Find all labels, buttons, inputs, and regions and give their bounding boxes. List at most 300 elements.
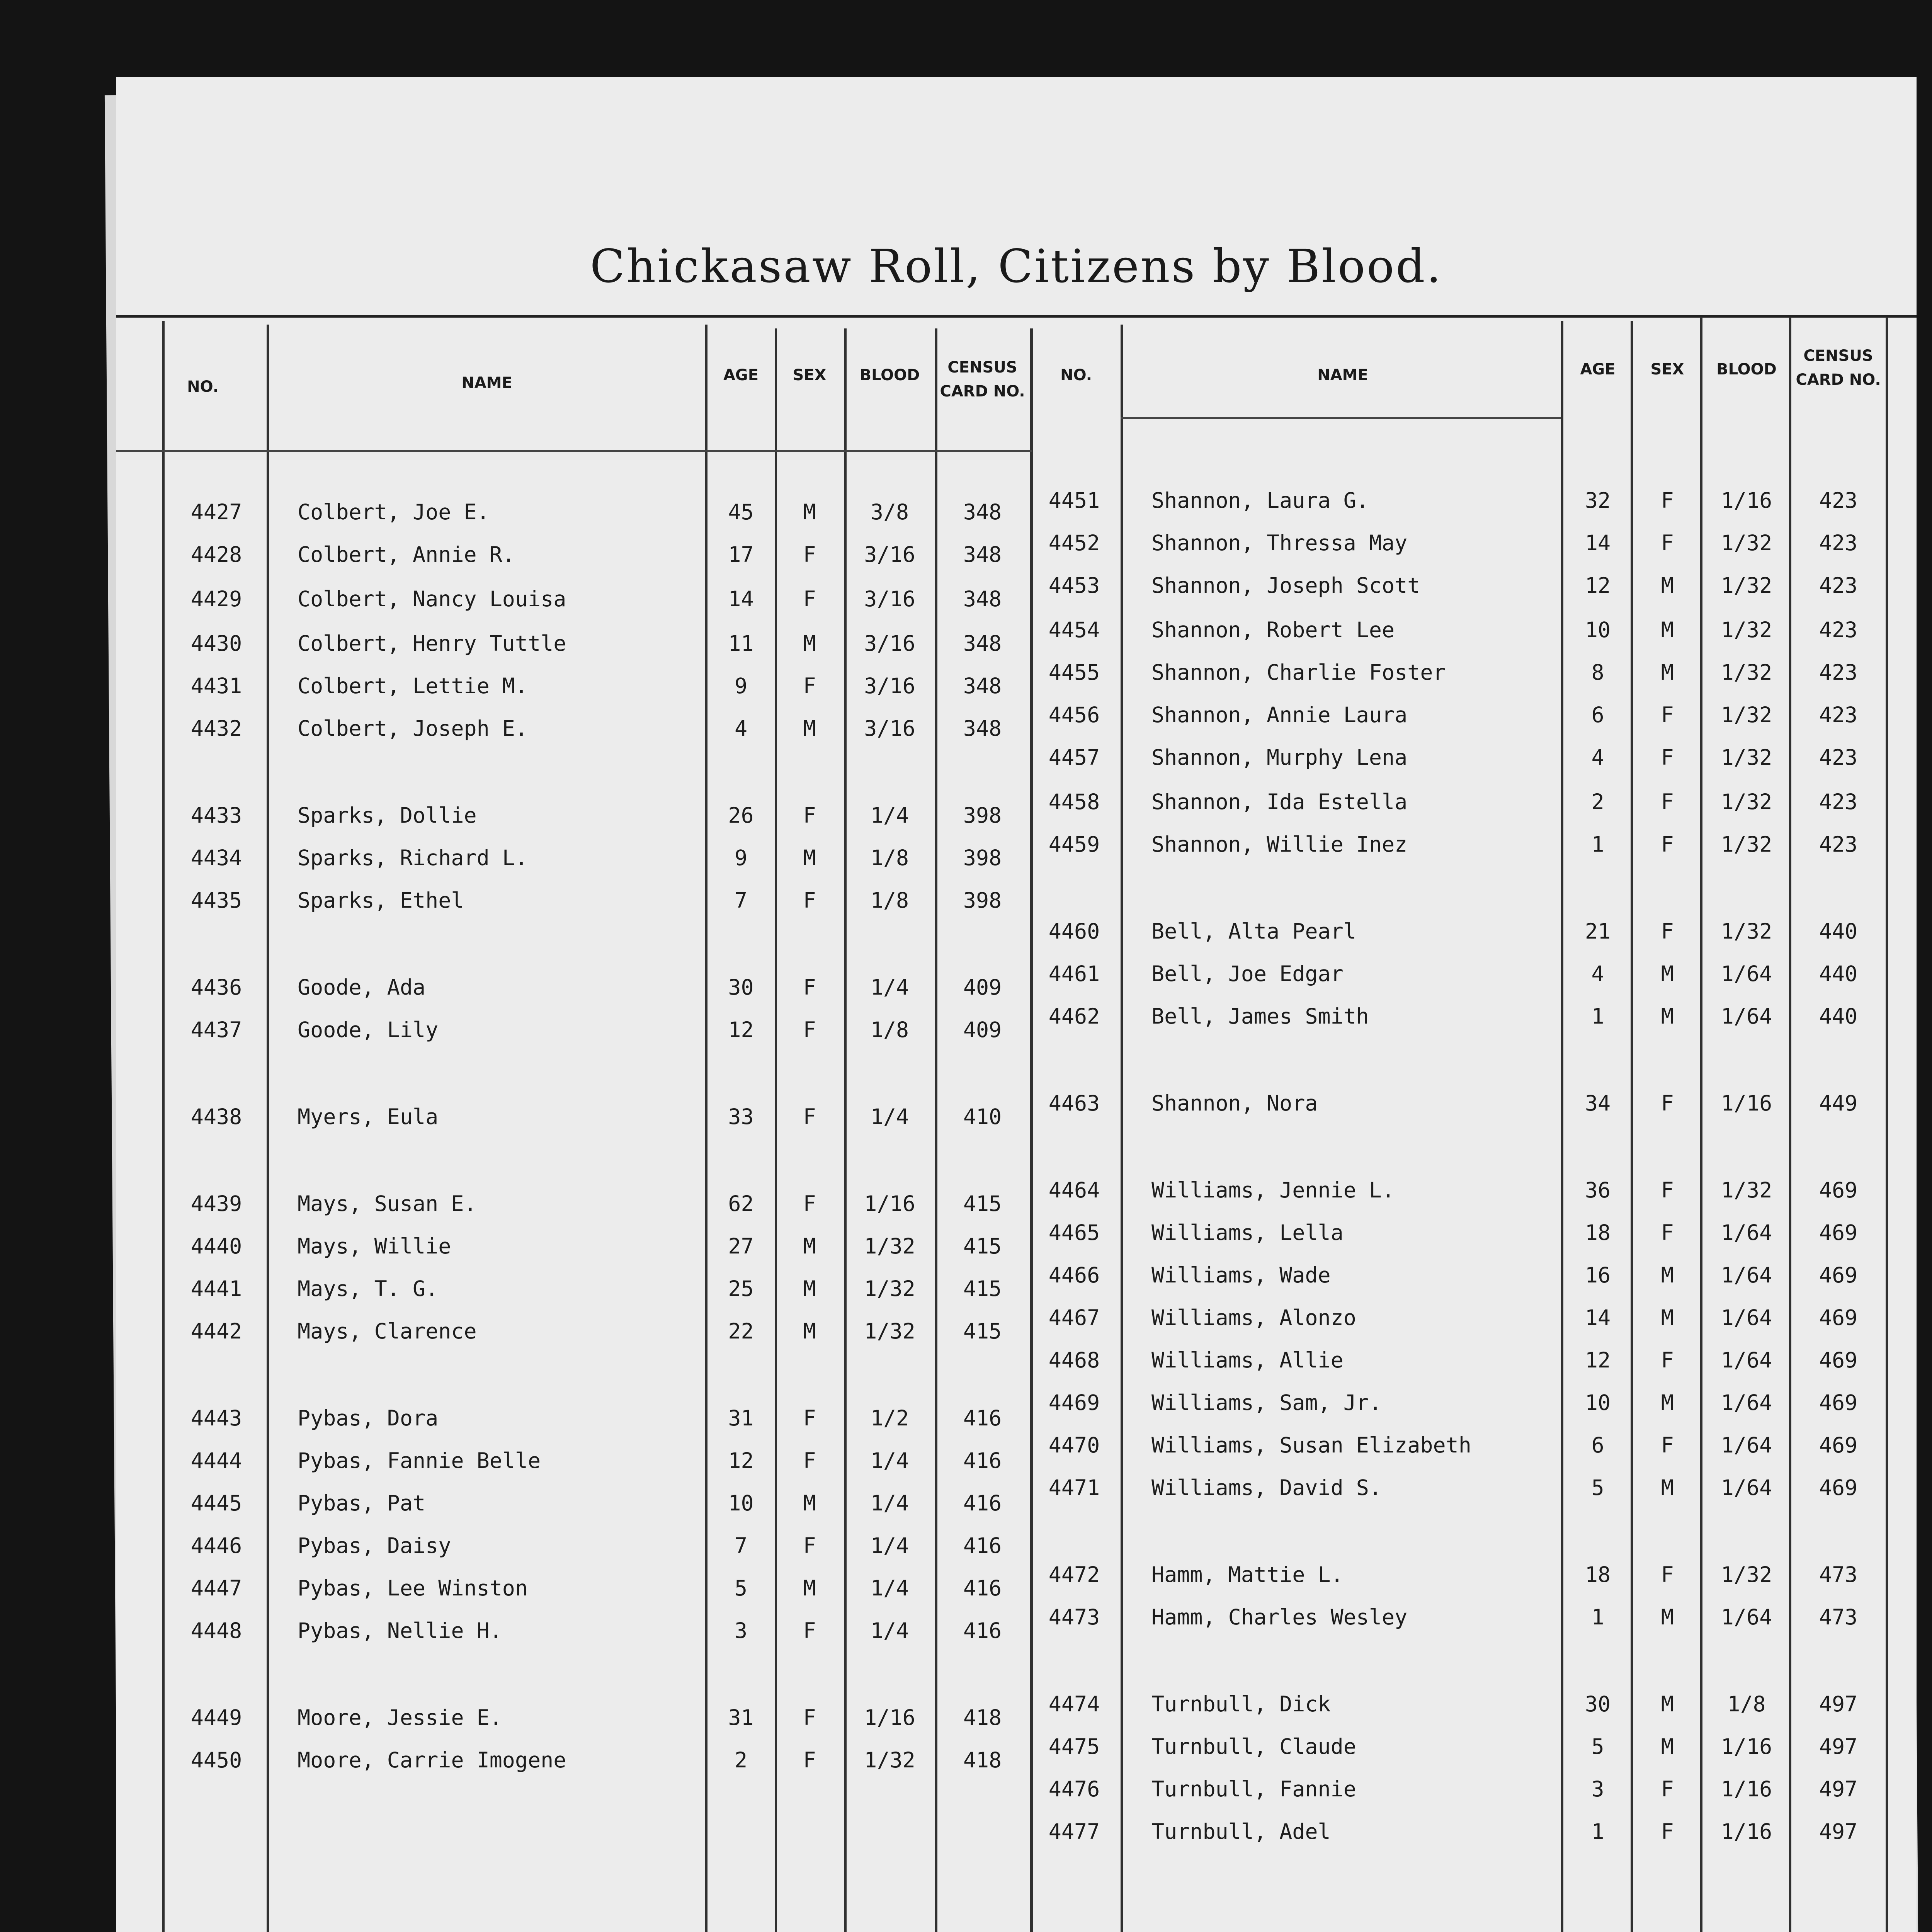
blood-quantum: 1/64 xyxy=(1721,1433,1772,1458)
census-card-number: 415 xyxy=(963,1319,1002,1344)
sex-value: F xyxy=(803,1017,816,1042)
age-value: 4 xyxy=(1591,961,1604,986)
blood-quantum: 1/32 xyxy=(864,1234,915,1259)
age-value: 1 xyxy=(1591,832,1604,857)
age-value: 14 xyxy=(728,587,754,611)
roll-number: 4435 xyxy=(190,888,242,913)
census-card-number: 423 xyxy=(1819,832,1858,857)
sex-value: M xyxy=(803,1576,816,1600)
blood-quantum: 1/16 xyxy=(1721,1819,1772,1844)
citizen-name: Goode, Lily xyxy=(298,1017,439,1042)
census-card-number: 497 xyxy=(1819,1819,1858,1844)
census-card-number: 410 xyxy=(963,1104,1002,1129)
census-card-number: 473 xyxy=(1819,1562,1858,1587)
blood-quantum: 3/16 xyxy=(864,631,915,656)
title-rule xyxy=(116,315,1917,318)
census-card-number: 440 xyxy=(1819,961,1858,986)
citizen-name: Shannon, Ida Estella xyxy=(1151,789,1408,814)
census-card-number: 398 xyxy=(963,888,1002,913)
age-value: 10 xyxy=(1585,617,1611,642)
age-value: 14 xyxy=(1585,531,1611,555)
census-card-number: 416 xyxy=(963,1491,1002,1515)
sex-value: M xyxy=(803,1491,816,1515)
age-value: 31 xyxy=(728,1406,754,1430)
citizen-name: Pybas, Nellie H. xyxy=(298,1618,502,1643)
citizen-name: Hamm, Mattie L. xyxy=(1151,1562,1344,1587)
sex-value: F xyxy=(803,673,816,698)
census-card-number: 423 xyxy=(1819,745,1858,770)
age-value: 6 xyxy=(1591,1433,1604,1458)
blood-quantum: 1/64 xyxy=(1721,1305,1772,1330)
blood-quantum: 1/32 xyxy=(1721,660,1772,685)
sex-value: F xyxy=(1661,1178,1674,1202)
age-value: 3 xyxy=(734,1618,748,1643)
sex-value: F xyxy=(1661,745,1674,770)
roll-number: 4462 xyxy=(1048,1004,1100,1029)
blood-quantum: 1/32 xyxy=(1721,745,1772,770)
sex-value: M xyxy=(1661,1390,1674,1415)
citizen-name: Colbert, Nancy Louisa xyxy=(298,587,566,611)
age-value: 16 xyxy=(1585,1263,1611,1287)
header-bottom-rule xyxy=(1121,417,1561,419)
roll-number: 4437 xyxy=(190,1017,242,1042)
roll-number: 4443 xyxy=(190,1406,242,1430)
citizen-name: Pybas, Daisy xyxy=(298,1533,451,1558)
age-value: 12 xyxy=(1585,573,1611,598)
age-value: 30 xyxy=(1585,1692,1611,1716)
sex-value: M xyxy=(1661,1734,1674,1759)
citizen-name: Sparks, Richard L. xyxy=(298,845,528,870)
header-blood-left: BLOOD xyxy=(859,366,920,384)
age-value: 10 xyxy=(728,1491,754,1515)
blood-quantum: 1/64 xyxy=(1721,1263,1772,1287)
roll-number: 4452 xyxy=(1048,531,1100,555)
sex-value: F xyxy=(1661,1433,1674,1458)
header-sex-right: SEX xyxy=(1650,361,1684,378)
roll-number: 4432 xyxy=(190,716,242,741)
age-value: 5 xyxy=(734,1576,748,1600)
citizen-name: Williams, Sam, Jr. xyxy=(1151,1390,1382,1415)
citizen-name: Mays, T. G. xyxy=(298,1276,439,1301)
header-name-left: NAME xyxy=(461,374,512,392)
center-rule xyxy=(1030,328,1033,1932)
sex-value: F xyxy=(1661,789,1674,814)
census-card-number: 469 xyxy=(1819,1220,1858,1245)
age-value: 27 xyxy=(728,1234,754,1259)
roll-number: 4428 xyxy=(190,542,242,567)
roll-number: 4460 xyxy=(1048,919,1100,944)
blood-quantum: 1/32 xyxy=(1721,1178,1772,1202)
blood-quantum: 1/4 xyxy=(870,975,909,1000)
age-value: 5 xyxy=(1591,1475,1604,1500)
blood-quantum: 3/16 xyxy=(864,542,915,567)
citizen-name: Williams, David S. xyxy=(1151,1475,1382,1500)
citizen-name: Turnbull, Adel xyxy=(1151,1819,1331,1844)
roll-number: 4470 xyxy=(1048,1433,1100,1458)
header-age-left: AGE xyxy=(723,366,759,384)
blood-quantum: 1/16 xyxy=(1721,488,1772,513)
citizen-name: Colbert, Annie R. xyxy=(298,542,515,567)
roll-number: 4463 xyxy=(1048,1091,1100,1116)
blood-quantum: 1/8 xyxy=(1727,1692,1766,1716)
roll-number: 4458 xyxy=(1048,789,1100,814)
citizen-name: Williams, Wade xyxy=(1151,1263,1331,1287)
roll-number: 4438 xyxy=(190,1104,242,1129)
census-card-number: 416 xyxy=(963,1406,1002,1430)
citizen-name: Goode, Ada xyxy=(298,975,426,1000)
blood-quantum: 1/64 xyxy=(1721,1004,1772,1029)
age-value: 4 xyxy=(1591,745,1604,770)
citizen-name: Williams, Susan Elizabeth xyxy=(1151,1433,1471,1458)
census-card-number: 416 xyxy=(963,1448,1002,1473)
roll-number: 4459 xyxy=(1048,832,1100,857)
sex-value: F xyxy=(1661,832,1674,857)
blood-quantum: 1/4 xyxy=(870,1576,909,1600)
citizen-name: Hamm, Charles Wesley xyxy=(1151,1605,1408,1629)
census-card-number: 423 xyxy=(1819,789,1858,814)
header-blood-right: BLOOD xyxy=(1716,361,1777,378)
blood-quantum: 1/64 xyxy=(1721,961,1772,986)
blood-quantum: 1/8 xyxy=(870,845,909,870)
blood-quantum: 1/64 xyxy=(1721,1390,1772,1415)
roll-number: 4442 xyxy=(190,1319,242,1344)
header-name-right: NAME xyxy=(1317,366,1368,384)
census-card-number: 423 xyxy=(1819,660,1858,685)
roll-number: 4473 xyxy=(1048,1605,1100,1629)
blood-quantum: 1/16 xyxy=(1721,1734,1772,1759)
age-value: 10 xyxy=(1585,1390,1611,1415)
header-no-right: NO. xyxy=(1060,366,1092,384)
blood-quantum: 1/4 xyxy=(870,1533,909,1558)
age-value: 30 xyxy=(728,975,754,1000)
citizen-name: Williams, Alonzo xyxy=(1151,1305,1356,1330)
sex-value: F xyxy=(803,587,816,611)
age-value: 62 xyxy=(728,1191,754,1216)
roll-number: 4455 xyxy=(1048,660,1100,685)
sex-value: F xyxy=(803,1191,816,1216)
blood-quantum: 1/32 xyxy=(1721,1562,1772,1587)
blood-quantum: 1/2 xyxy=(870,1406,909,1430)
sex-value: F xyxy=(1661,1562,1674,1587)
roll-number: 4457 xyxy=(1048,745,1100,770)
roll-number: 4465 xyxy=(1048,1220,1100,1245)
sex-value: M xyxy=(803,1234,816,1259)
census-card-number: 423 xyxy=(1819,531,1858,555)
age-value: 3 xyxy=(1591,1777,1604,1801)
age-value: 6 xyxy=(1591,702,1604,727)
age-value: 12 xyxy=(1585,1348,1611,1372)
age-value: 34 xyxy=(1585,1091,1611,1116)
age-value: 12 xyxy=(728,1448,754,1473)
blood-quantum: 1/32 xyxy=(1721,617,1772,642)
census-card-number: 469 xyxy=(1819,1433,1858,1458)
citizen-name: Colbert, Henry Tuttle xyxy=(298,631,566,656)
sex-value: F xyxy=(1661,1220,1674,1245)
sex-value: F xyxy=(1661,919,1674,944)
census-card-number: 416 xyxy=(963,1618,1002,1643)
age-value: 1 xyxy=(1591,1004,1604,1029)
roll-number: 4446 xyxy=(190,1533,242,1558)
blood-quantum: 1/64 xyxy=(1721,1475,1772,1500)
blood-quantum: 1/16 xyxy=(1721,1777,1772,1801)
blood-quantum: 1/32 xyxy=(1721,832,1772,857)
sex-value: F xyxy=(803,1533,816,1558)
roll-number: 4430 xyxy=(190,631,242,656)
blood-quantum: 3/16 xyxy=(864,716,915,741)
roll-number: 4431 xyxy=(190,673,242,698)
citizen-name: Mays, Willie xyxy=(298,1234,451,1259)
census-card-number: 415 xyxy=(963,1191,1002,1216)
citizen-name: Shannon, Joseph Scott xyxy=(1151,573,1420,598)
blood-quantum: 3/16 xyxy=(864,587,915,611)
page-title: Chickasaw Roll, Citizens by Blood. xyxy=(590,240,1443,293)
sex-value: F xyxy=(803,1406,816,1430)
blood-quantum: 1/4 xyxy=(870,803,909,828)
header-bottom-rule xyxy=(116,450,1032,452)
citizen-name: Pybas, Fannie Belle xyxy=(298,1448,541,1473)
sex-value: M xyxy=(803,500,816,524)
blood-quantum: 1/16 xyxy=(864,1191,915,1216)
roll-number: 4475 xyxy=(1048,1734,1100,1759)
census-card-number: 469 xyxy=(1819,1178,1858,1202)
citizen-name: Shannon, Laura G. xyxy=(1151,488,1369,513)
roll-number: 4441 xyxy=(190,1276,242,1301)
roll-number: 4467 xyxy=(1048,1305,1100,1330)
citizen-name: Shannon, Charlie Foster xyxy=(1151,660,1446,685)
citizen-name: Sparks, Dollie xyxy=(298,803,477,828)
roll-number: 4477 xyxy=(1048,1819,1100,1844)
census-card-number: 469 xyxy=(1819,1475,1858,1500)
blood-quantum: 1/4 xyxy=(870,1491,909,1515)
blood-quantum: 1/4 xyxy=(870,1448,909,1473)
age-value: 32 xyxy=(1585,488,1611,513)
census-card-number: 416 xyxy=(963,1576,1002,1600)
census-card-number: 415 xyxy=(963,1234,1002,1259)
sex-value: F xyxy=(1661,488,1674,513)
census-card-number: 469 xyxy=(1819,1263,1858,1287)
header-sex-left: SEX xyxy=(793,366,827,384)
roll-number: 4440 xyxy=(190,1234,242,1259)
roll-number: 4433 xyxy=(190,803,242,828)
sex-value: F xyxy=(803,975,816,1000)
citizen-name: Bell, Alta Pearl xyxy=(1151,919,1356,944)
age-value: 22 xyxy=(728,1319,754,1344)
census-card-number: 423 xyxy=(1819,573,1858,598)
header-no-left: NO. xyxy=(187,378,219,396)
age-value: 18 xyxy=(1585,1562,1611,1587)
roll-number: 4468 xyxy=(1048,1348,1100,1372)
roll-number: 4474 xyxy=(1048,1692,1100,1716)
citizen-name: Williams, Jennie L. xyxy=(1151,1178,1395,1202)
age-value: 17 xyxy=(728,542,754,567)
sex-value: M xyxy=(803,716,816,741)
sex-value: F xyxy=(1661,1091,1674,1116)
sex-value: F xyxy=(1661,531,1674,555)
citizen-name: Mays, Clarence xyxy=(298,1319,477,1344)
age-value: 1 xyxy=(1591,1819,1604,1844)
census-card-number: 440 xyxy=(1819,919,1858,944)
sex-value: M xyxy=(1661,660,1674,685)
census-card-number: 348 xyxy=(963,542,1002,567)
roll-number: 4445 xyxy=(190,1491,242,1515)
citizen-name: Colbert, Joseph E. xyxy=(298,716,528,741)
census-card-number: 469 xyxy=(1819,1348,1858,1372)
sex-value: F xyxy=(803,542,816,567)
sex-value: F xyxy=(1661,1819,1674,1844)
blood-quantum: 1/16 xyxy=(864,1705,915,1730)
blood-quantum: 1/4 xyxy=(870,1104,909,1129)
roll-number: 4451 xyxy=(1048,488,1100,513)
sex-value: F xyxy=(803,1448,816,1473)
age-value: 36 xyxy=(1585,1178,1611,1202)
citizen-name: Colbert, Lettie M. xyxy=(298,673,528,698)
census-card-number: 398 xyxy=(963,803,1002,828)
header-age-right: AGE xyxy=(1580,361,1616,378)
roll-number: 4448 xyxy=(190,1618,242,1643)
citizen-name: Shannon, Annie Laura xyxy=(1151,702,1408,727)
census-card-number: 409 xyxy=(963,1017,1002,1042)
header-census-right: CENSUS CARD NO. xyxy=(1796,347,1881,389)
blood-quantum: 1/64 xyxy=(1721,1605,1772,1629)
sex-value: M xyxy=(803,1276,816,1301)
census-card-number: 473 xyxy=(1819,1605,1858,1629)
sex-value: F xyxy=(803,1104,816,1129)
sex-value: M xyxy=(1661,1692,1674,1716)
sex-value: M xyxy=(1661,1605,1674,1629)
column-rule xyxy=(1121,325,1123,1932)
roll-number: 4429 xyxy=(190,587,242,611)
sex-value: F xyxy=(803,803,816,828)
census-card-number: 497 xyxy=(1819,1692,1858,1716)
census-card-number: 415 xyxy=(963,1276,1002,1301)
age-value: 7 xyxy=(734,1533,748,1558)
roll-number: 4439 xyxy=(190,1191,242,1216)
sex-value: M xyxy=(803,845,816,870)
blood-quantum: 1/32 xyxy=(1721,702,1772,727)
census-card-number: 423 xyxy=(1819,617,1858,642)
sex-value: M xyxy=(1661,617,1674,642)
sex-value: F xyxy=(1661,1348,1674,1372)
sex-value: M xyxy=(1661,1004,1674,1029)
citizen-name: Shannon, Nora xyxy=(1151,1091,1318,1116)
census-card-number: 497 xyxy=(1819,1777,1858,1801)
census-card-number: 469 xyxy=(1819,1305,1858,1330)
age-value: 45 xyxy=(728,500,754,524)
sex-value: F xyxy=(1661,702,1674,727)
roll-number: 4434 xyxy=(190,845,242,870)
sex-value: F xyxy=(803,1705,816,1730)
blood-quantum: 1/64 xyxy=(1721,1220,1772,1245)
blood-quantum: 1/16 xyxy=(1721,1091,1772,1116)
roll-number: 4472 xyxy=(1048,1562,1100,1587)
age-value: 21 xyxy=(1585,919,1611,944)
census-card-number: 440 xyxy=(1819,1004,1858,1029)
age-value: 7 xyxy=(734,888,748,913)
citizen-name: Shannon, Willie Inez xyxy=(1151,832,1408,857)
census-card-number: 418 xyxy=(963,1705,1002,1730)
blood-quantum: 1/8 xyxy=(870,888,909,913)
citizen-name: Pybas, Pat xyxy=(298,1491,426,1515)
sex-value: M xyxy=(803,1319,816,1344)
roll-number: 4469 xyxy=(1048,1390,1100,1415)
census-card-number: 409 xyxy=(963,975,1002,1000)
citizen-name: Shannon, Murphy Lena xyxy=(1151,745,1408,770)
blood-quantum: 1/32 xyxy=(1721,919,1772,944)
census-card-number: 348 xyxy=(963,716,1002,741)
age-value: 11 xyxy=(728,631,754,656)
sex-value: M xyxy=(803,631,816,656)
roll-number: 4471 xyxy=(1048,1475,1100,1500)
age-value: 2 xyxy=(1591,789,1604,814)
citizen-name: Mays, Susan E. xyxy=(298,1191,477,1216)
roll-number: 4449 xyxy=(190,1705,242,1730)
citizen-name: Williams, Lella xyxy=(1151,1220,1344,1245)
citizen-name: Shannon, Thressa May xyxy=(1151,531,1408,555)
blood-quantum: 1/32 xyxy=(864,1276,915,1301)
blood-quantum: 1/4 xyxy=(870,1618,909,1643)
sex-value: F xyxy=(803,1748,816,1772)
citizen-name: Bell, Joe Edgar xyxy=(1151,961,1344,986)
sex-value: F xyxy=(803,888,816,913)
roll-number: 4464 xyxy=(1048,1178,1100,1202)
roll-number: 4466 xyxy=(1048,1263,1100,1287)
census-card-number: 348 xyxy=(963,631,1002,656)
column-rule xyxy=(1886,317,1888,1932)
blood-quantum: 1/32 xyxy=(864,1748,915,1772)
citizen-name: Williams, Allie xyxy=(1151,1348,1344,1372)
age-value: 18 xyxy=(1585,1220,1611,1245)
citizen-name: Pybas, Lee Winston xyxy=(298,1576,528,1600)
roll-number: 4476 xyxy=(1048,1777,1100,1801)
census-card-number: 398 xyxy=(963,845,1002,870)
citizen-name: Turnbull, Dick xyxy=(1151,1692,1331,1716)
age-value: 8 xyxy=(1591,660,1604,685)
sex-value: F xyxy=(1661,1777,1674,1801)
age-value: 25 xyxy=(728,1276,754,1301)
blood-quantum: 1/64 xyxy=(1721,1348,1772,1372)
blood-quantum: 1/8 xyxy=(870,1017,909,1042)
blood-quantum: 1/32 xyxy=(864,1319,915,1344)
roll-number: 4450 xyxy=(190,1748,242,1772)
census-card-number: 348 xyxy=(963,587,1002,611)
sex-value: M xyxy=(1661,1305,1674,1330)
citizen-name: Bell, James Smith xyxy=(1151,1004,1369,1029)
age-value: 33 xyxy=(728,1104,754,1129)
census-card-number: 497 xyxy=(1819,1734,1858,1759)
age-value: 1 xyxy=(1591,1605,1604,1629)
sex-value: M xyxy=(1661,961,1674,986)
sex-value: M xyxy=(1661,573,1674,598)
roll-number: 4454 xyxy=(1048,617,1100,642)
sex-value: M xyxy=(1661,1263,1674,1287)
blood-quantum: 1/32 xyxy=(1721,531,1772,555)
roll-number: 4453 xyxy=(1048,573,1100,598)
sex-value: F xyxy=(803,1618,816,1643)
age-value: 9 xyxy=(734,673,748,698)
census-card-number: 449 xyxy=(1819,1091,1858,1116)
census-card-number: 423 xyxy=(1819,488,1858,513)
roll-number: 4444 xyxy=(190,1448,242,1473)
roll-number: 4447 xyxy=(190,1576,242,1600)
blood-quantum: 1/32 xyxy=(1721,573,1772,598)
age-value: 14 xyxy=(1585,1305,1611,1330)
roll-number: 4436 xyxy=(190,975,242,1000)
roll-number: 4427 xyxy=(190,500,242,524)
citizen-name: Sparks, Ethel xyxy=(298,888,464,913)
sex-value: M xyxy=(1661,1475,1674,1500)
census-card-number: 416 xyxy=(963,1533,1002,1558)
roll-number: 4456 xyxy=(1048,702,1100,727)
